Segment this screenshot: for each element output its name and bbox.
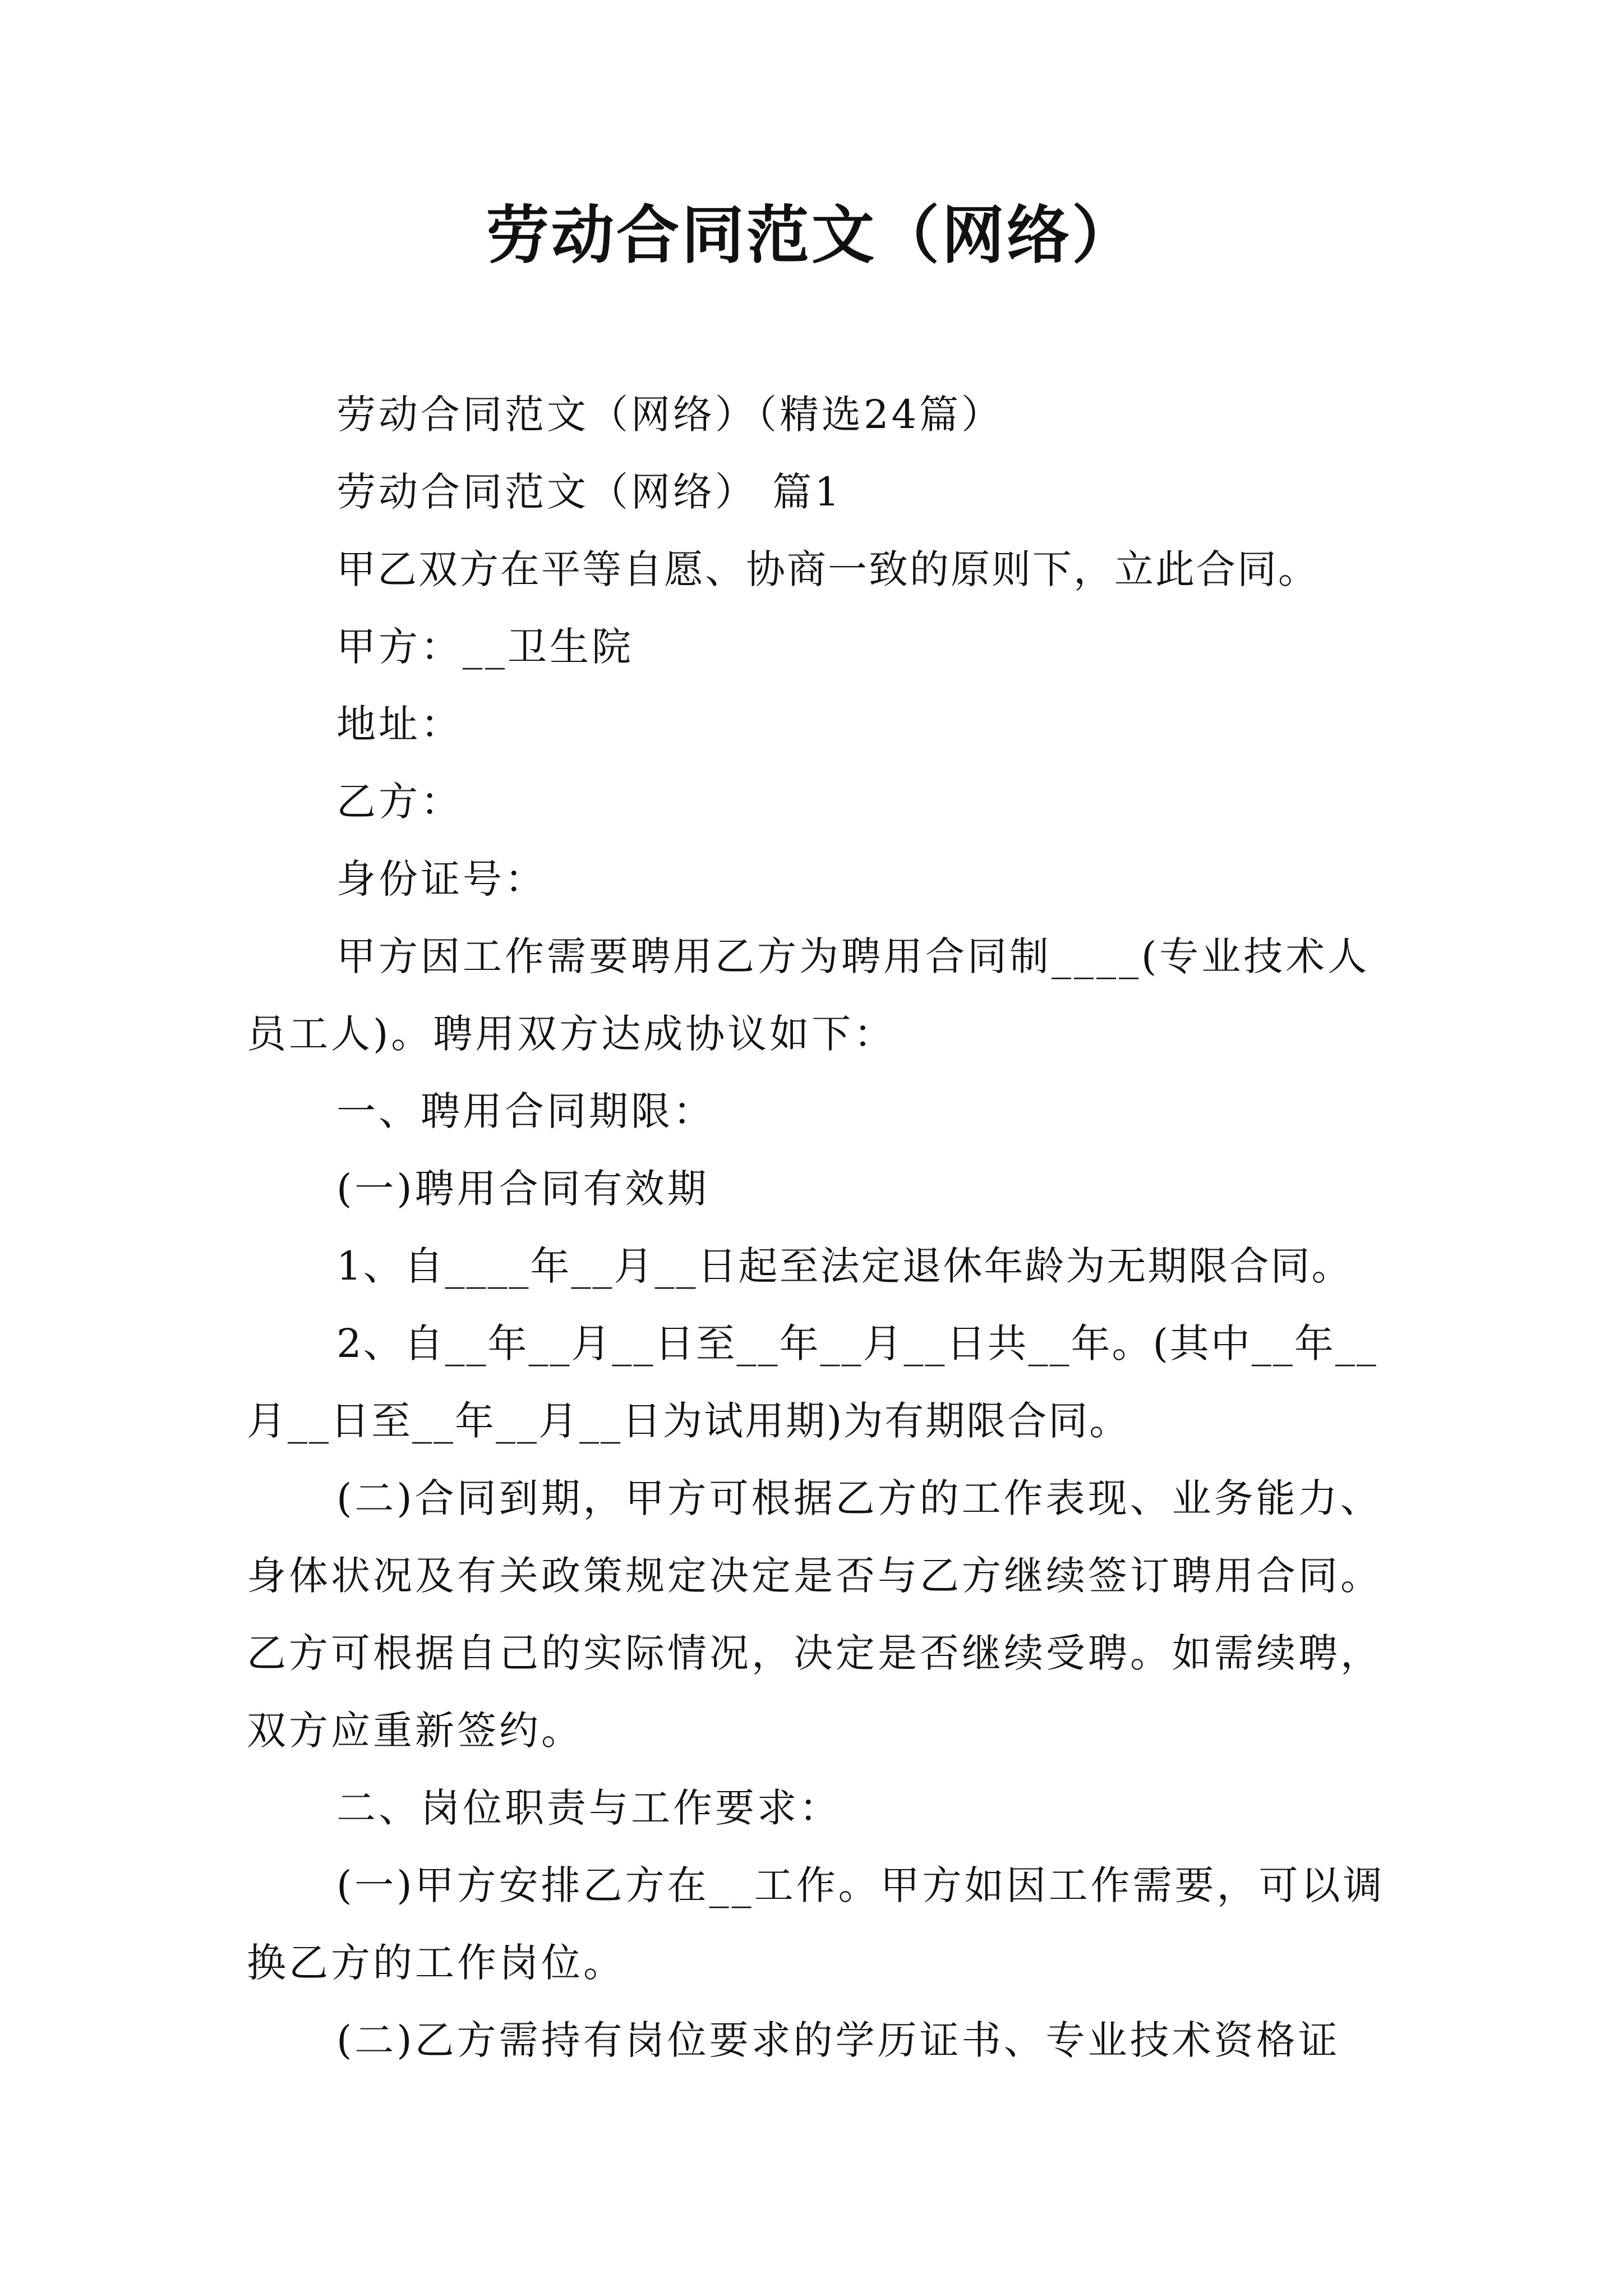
paragraph-section-heading: 劳动合同范文（网络） 篇1 xyxy=(336,469,842,515)
paragraph-subtitle: 劳动合同范文（网络）（精选24篇） xyxy=(336,392,1004,438)
paragraph-work-assignment: (一)甲方安排乙方在__工作。甲方如因工作需要，可以调换乙方的工作岗位。 xyxy=(247,1862,1385,1986)
paragraph-term-fixed: 2、自__年__月__日至__年__月__日共__年。(其中__年__月__日至__年__月__日为试用期)为有期限合同。 xyxy=(247,1320,1378,1444)
paragraph-address: 地址： xyxy=(336,701,463,747)
paragraph-term-heading: 一、聘用合同期限： xyxy=(336,1088,715,1134)
paragraph-party-a: 甲方：__卫生院 xyxy=(336,624,634,670)
paragraph-id-number: 身份证号： xyxy=(336,856,547,902)
paragraph-term-open-ended: 1、自____年__月__日起至法定退休年龄为无期限合同。 xyxy=(336,1243,1353,1289)
paragraph-renewal: (二)合同到期，甲方可根据乙方的工作表现、业务能力、身体状况及有关政策规定决定是否与乙方继续签订聘用合同。乙方可根据自己的实际情况，决定是否继续受聘。如需续聘，双方应重新签约。 xyxy=(247,1475,1382,1754)
document-body xyxy=(247,376,1391,2079)
paragraph-duties-heading: 二、岗位职责与工作要求： xyxy=(336,1785,841,1831)
paragraph-party-b: 乙方： xyxy=(336,779,463,825)
document-title: 劳动合同范文（网络） xyxy=(486,199,1137,272)
paragraph-validity-heading: (一)聘用合同有效期 xyxy=(336,1166,709,1212)
paragraph-preamble: 甲乙双方在平等自愿、协商一致的原则下，立此合同。 xyxy=(336,546,1319,592)
paragraph-qualifications: (二)乙方需持有岗位要求的学历证书、专业技术资格证 xyxy=(336,2017,1340,2063)
paragraph-employment-purpose: 甲方因工作需要聘用乙方为聘用合同制____(专业技术人员工人)。聘用双方达成协议如下： xyxy=(247,933,1370,1057)
